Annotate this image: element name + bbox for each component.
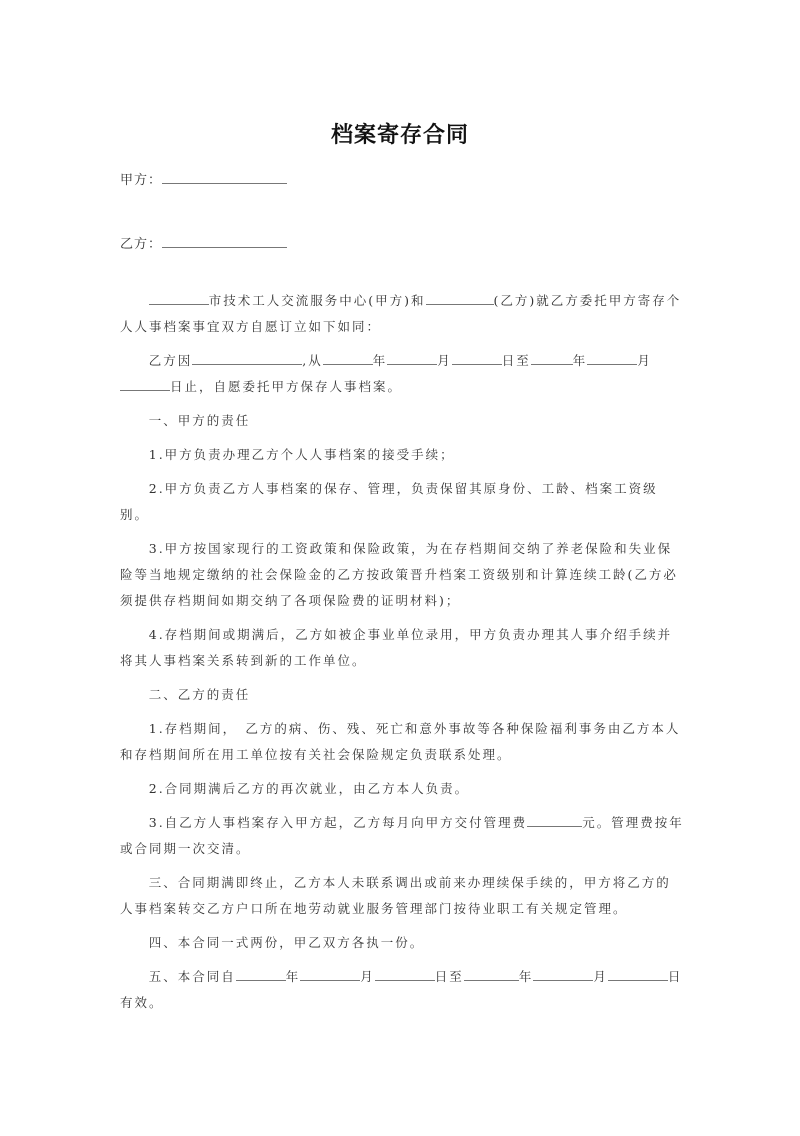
paragraph-text: 日至 [434,969,464,984]
paragraph-text: 月 [360,969,375,984]
fee-blank [527,811,582,827]
end-day-blank [120,375,170,391]
section-heading-party-b: 二、乙方的责任 [148,687,251,702]
clause-copies: 四、本合同一式两份，甲乙双方各执一份。 [148,935,425,950]
party-a-label: 甲方： [120,173,163,188]
party-b-label: 乙方： [120,237,163,252]
party-b-blank [162,232,287,248]
paragraph-text: 日止，自愿委托甲方保存人事档案。 [170,379,403,394]
paragraph-text: 五、本合同自 [148,969,236,984]
start-year-blank [323,349,373,365]
paragraph-intro [120,288,685,340]
clause-b-2: 2.合同期满后乙方的再次就业，由乙方本人负责。 [148,781,470,796]
paragraph-text: 3.自乙方人事档案存入甲方起，乙方每月向甲方交付管理费 [148,815,528,830]
clause-a-1: 1.甲方负责办理乙方个人人事档案的接受手续； [148,447,455,462]
clause-a-4: 4.存档期间或期满后，乙方如被企事业单位录用，甲方负责办理其人事介绍手续并将其人事档案关系转到新的工作单位。 [120,627,673,668]
paragraph-text: 月 [437,353,452,368]
paragraph-text: 乙方因 [148,353,193,368]
clause-b-3 [120,810,685,862]
party-a-line [120,168,287,188]
valid-start-day-blank [375,965,435,981]
paragraph-text: ,从 [302,353,323,368]
center-name-blank [149,289,209,305]
valid-end-year-blank [464,965,519,981]
paragraph-text: 年 [285,969,301,984]
section-heading-party-a: 一、甲方的责任 [148,413,251,428]
paragraph-text: 年 [372,353,388,368]
valid-start-year-blank [236,965,286,981]
paragraph-text: 市技术工人交流服务中心(甲方)和 [208,293,426,308]
party-a-blank [162,168,287,184]
paragraph-text: 年 [518,969,534,984]
paragraph-period [120,348,685,400]
start-day-blank [452,349,502,365]
end-year-blank [531,349,573,365]
valid-end-month-blank [533,965,593,981]
paragraph-text: 月 [637,353,652,368]
start-month-blank [387,349,437,365]
contract-body [120,288,685,1024]
paragraph-text: 月 [593,969,608,984]
end-month-blank [587,349,637,365]
reason-blank [192,349,302,365]
clause-a-3: 3.甲方按国家现行的工资政策和保险政策，为在存档期间交纳了养老保险和失业保险等当地规定缴纳的社会保险金的乙方按政策晋升档案工资级别和计算连续工龄(乙方必须提供存档期间如期交纳了各项保险费的证明材料)； [120,541,678,608]
paragraph-text: 日至 [501,353,531,368]
paragraph-text: 日有效。 [120,969,683,1010]
paragraph-text: 年 [572,353,588,368]
party-b-line [120,232,287,252]
clause-expiry: 三、合同期满即终止，乙方本人未联系调出或前来办理续保手续的，甲方将乙方的人事档案转交乙方户口所在地劳动就业服务管理部门按待业职工有关规定管理。 [120,875,671,916]
paragraph-text: (乙方)就乙方委托甲方寄存个人人事档案事宜双方自愿订立如下如同： [120,293,682,334]
paragraph-text: 元。管理费按年或合同期一次交清。 [120,815,684,856]
valid-start-month-blank [300,965,360,981]
valid-end-day-blank [608,965,668,981]
party-b-name-blank [426,289,494,305]
clause-validity [120,964,685,1016]
page-title: 档案寄存合同 [330,123,469,148]
clause-b-1: 1.存档期间， 乙方的病、伤、残、死亡和意外事故等各种保险福利事务由乙方本人和存档期间所在用工单位按有关社会保险规定负责联系处理。 [120,721,681,762]
clause-a-2: 2.甲方负责乙方人事档案的保存、管理，负责保留其原身份、工龄、档案工资级别。 [120,481,658,522]
